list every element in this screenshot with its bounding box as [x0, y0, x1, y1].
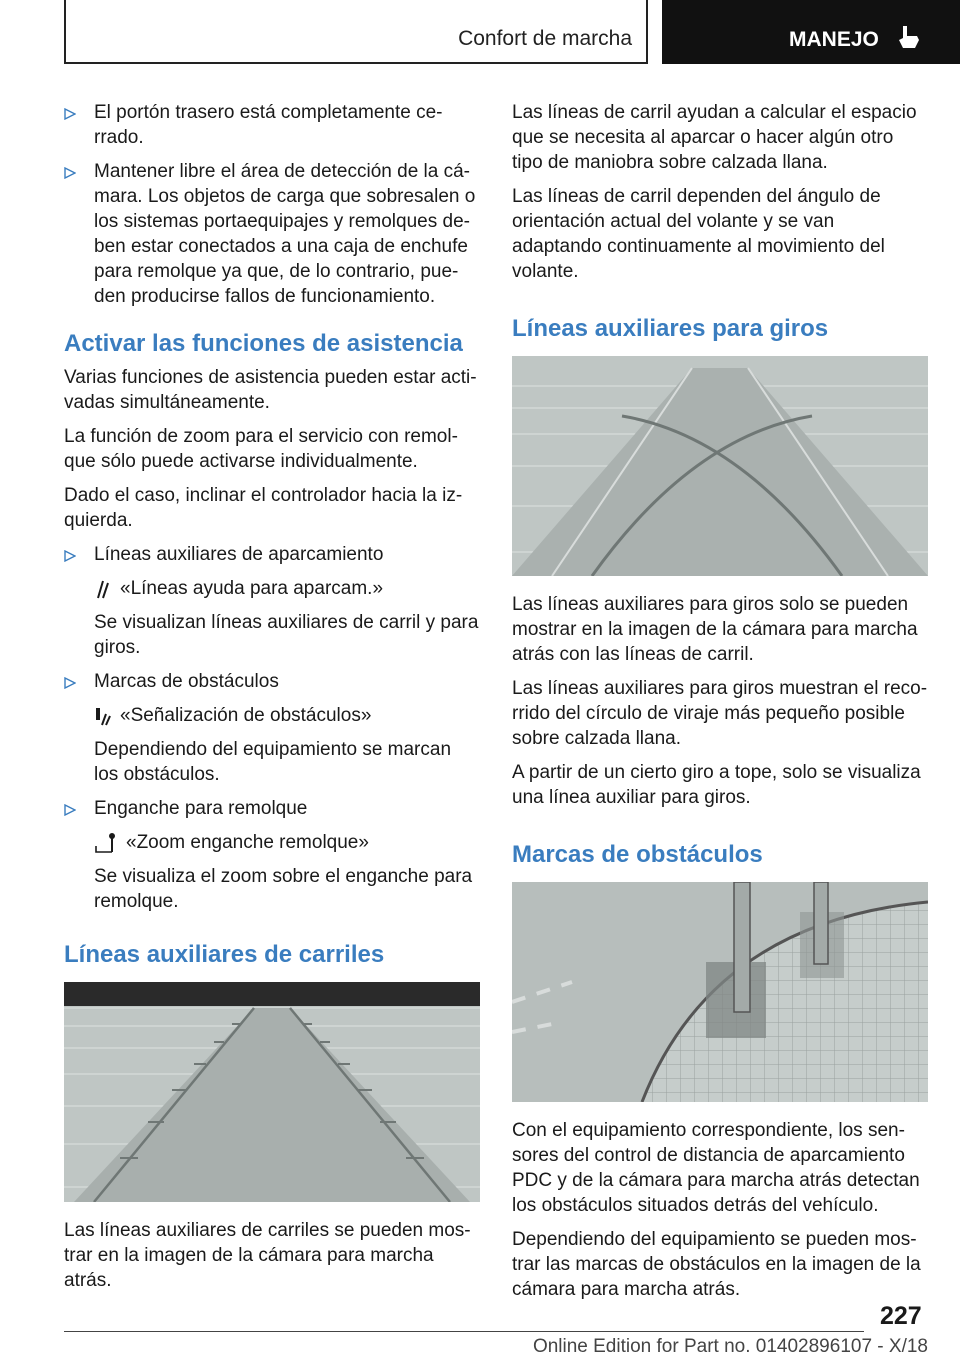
- section-title: Confort de marcha: [458, 27, 632, 50]
- heading-giros: Líneas auxiliares para giros: [512, 315, 829, 342]
- paragraph: Con el equipamiento correspondiente, los sen-sores del control de distancia de aparcamiento PDC y de la cámara para marcha atrás detectan los obstáculos situados detrás del vehículo.: [512, 1120, 920, 1216]
- menu-entry: [64, 830, 480, 855]
- menu-entry-text: «Señalización de obstáculos»: [120, 705, 372, 726]
- item-description: Dependiendo del equipamiento se marcan los obstáculos.: [94, 739, 452, 785]
- paragraph: Dependiendo del equipamiento se pueden mos-trar las marcas de obstáculos en la imagen de la cámara para marcha atrás.: [512, 1229, 921, 1300]
- list-item: [64, 100, 480, 150]
- page-number: 227: [880, 1302, 922, 1330]
- turning-lines-figure: [512, 356, 928, 576]
- list-item: [64, 542, 480, 567]
- menu-entry-text: «Zoom enganche remolque»: [126, 832, 369, 853]
- footer-divider: [64, 1331, 864, 1332]
- right-column: [512, 100, 928, 1311]
- list-item-text: Enganche para remolque: [94, 798, 308, 819]
- heading-obstaculos: Marcas de obstáculos: [512, 841, 763, 868]
- chapter-title: MANEJO: [789, 28, 879, 51]
- menu-entry: [64, 576, 480, 601]
- triangle-bullet-icon: [64, 677, 76, 689]
- hand-pointer-icon: [897, 24, 921, 50]
- paragraph: Dado el caso, inclinar el controlador hacia la iz-quierda.: [64, 485, 463, 531]
- paragraph: Las líneas de carril dependen del ángulo de orientación actual del volante y se van adaptando continuamente al movimiento del volante.: [512, 186, 885, 282]
- paragraph: Varias funciones de asistencia pueden estar acti-vadas simultáneamente.: [64, 367, 477, 413]
- trailer-hitch-icon: [94, 832, 118, 854]
- paragraph: A partir de un cierto giro a tope, solo se visualiza una línea auxiliar para giros.: [512, 762, 921, 808]
- obstacle-marker-icon: [94, 706, 112, 726]
- list-item-text: Mantener libre el área de detección de la cá-mara. Los objetos de carga que sobresalen o los sistemas portaequipajes y remolques de-ben estar conectados a una caja de enchufe para remolque ya que, de lo contrario, pue-den producirse fallos de funcionamiento.: [94, 161, 476, 307]
- list-item: [64, 159, 480, 309]
- heading-activar: Activar las funciones de asistencia: [64, 330, 463, 357]
- triangle-bullet-icon: [64, 167, 76, 179]
- paragraph: La función de zoom para el servicio con remol-que sólo puede activarse individualmente.: [64, 426, 458, 472]
- item-description: Se visualizan líneas auxiliares de carril y para giros.: [94, 612, 479, 658]
- list-item: [64, 669, 480, 694]
- parking-lines-icon: [94, 579, 112, 599]
- triangle-bullet-icon: [64, 108, 76, 120]
- footer-edition: Online Edition for Part no. 01402896107 - X/18: [532, 1336, 928, 1357]
- paragraph: Las líneas auxiliares para giros solo se pueden mostrar en la imagen de la cámara para marcha atrás con las líneas de carril.: [512, 594, 918, 665]
- left-column: [64, 100, 480, 1302]
- list-item: [64, 796, 480, 821]
- header-section-box: [64, 0, 648, 64]
- obstacle-markers-figure: [512, 882, 928, 1102]
- header-chapter-box: [662, 0, 960, 64]
- triangle-bullet-icon: [64, 804, 76, 816]
- triangle-bullet-icon: [64, 550, 76, 562]
- list-item-text: El portón trasero está completamente ce-rrado.: [94, 102, 443, 148]
- list-item-text: Marcas de obstáculos: [94, 671, 279, 692]
- menu-entry: [64, 703, 480, 728]
- paragraph: Las líneas auxiliares para giros muestran el reco-rrido del círculo de viraje más pequeño posible sobre calzada llana.: [512, 678, 928, 749]
- item-description: Se visualiza el zoom sobre el enganche para remolque.: [94, 866, 473, 912]
- heading-carriles: Líneas auxiliares de carriles: [64, 941, 385, 968]
- menu-entry-text: «Líneas ayuda para aparcam.»: [120, 578, 384, 599]
- list-item-text: Líneas auxiliares de aparcamiento: [94, 544, 384, 565]
- paragraph: Las líneas auxiliares de carriles se pueden mos-trar en la imagen de la cámara para marcha atrás.: [64, 1220, 471, 1291]
- paragraph: Las líneas de carril ayudan a calcular el espacio que se necesita al aparcar o hacer algún otro tipo de maniobra sobre calzada llana.: [512, 102, 917, 173]
- lane-lines-figure: [64, 982, 480, 1202]
